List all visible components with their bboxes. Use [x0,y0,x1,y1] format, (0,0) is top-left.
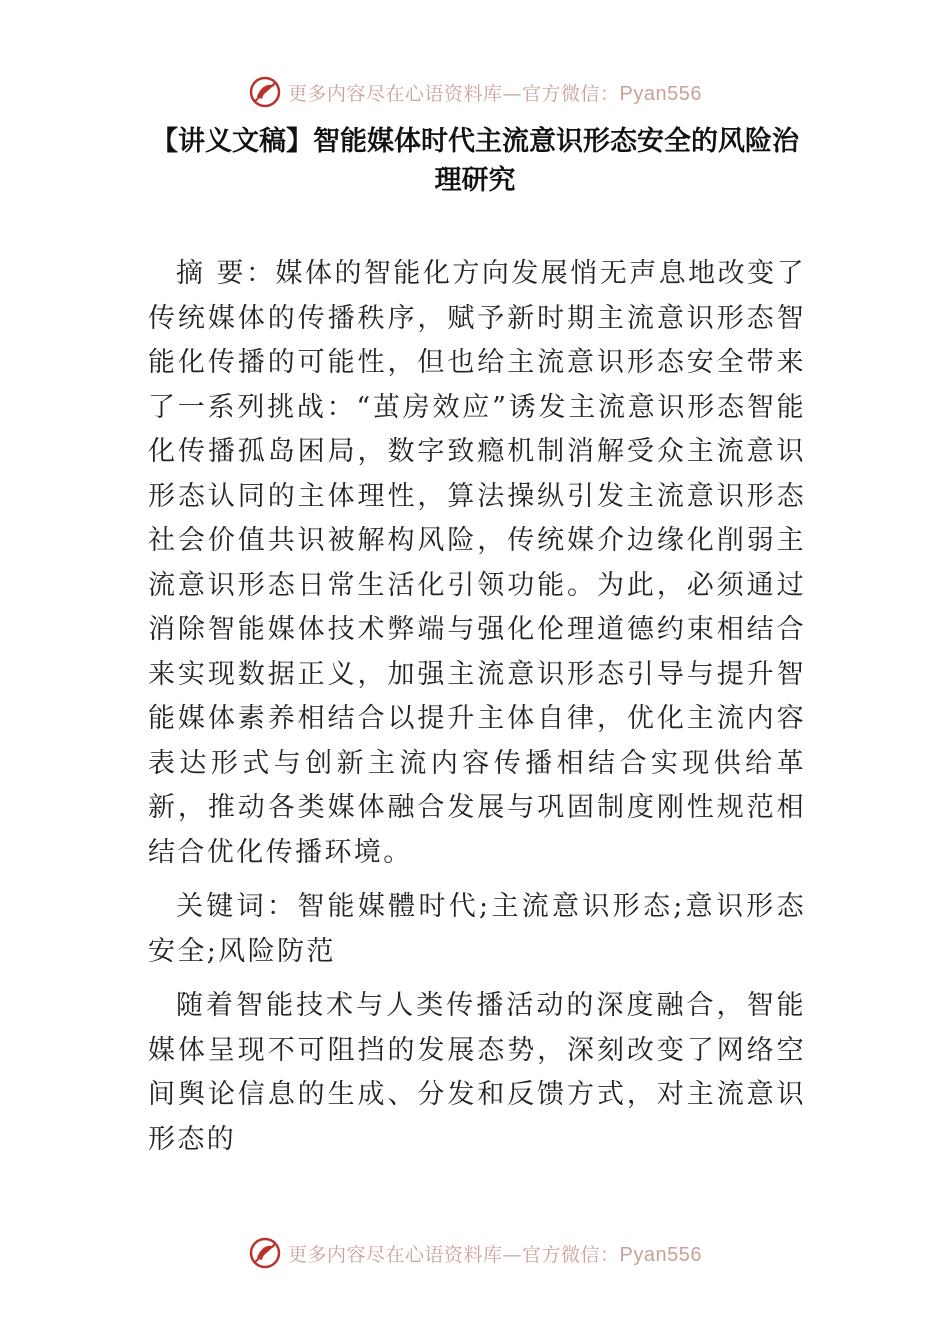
header-banner [0,72,950,112]
footer-watermark-text [288,1240,702,1267]
document-body [148,252,806,1162]
body-paragraph: 随着智能技术与人类传播活动的深度融合，智能媒体呈现不可阻挡的发展态势，深刻改变了网络空间舆论信息的生成、分发和反馈方式，对主流意识形态的 [148,990,806,1155]
header-brand: 更多内容尽在心语资料库—官方微信： [288,82,620,105]
footer-wechat-id: Pyan556 [619,1243,702,1266]
header-wechat-id: Pyan556 [619,82,702,105]
footer-brand: 更多内容尽在心语资料库—官方微信： [288,1243,620,1266]
footer-banner [0,1233,950,1273]
brand-logo-icon [248,75,282,109]
keywords-paragraph: 关键词：智能媒體时代;主流意识形态;意识形态安全;风险防范 [148,891,806,967]
abstract-paragraph: 摘 要：媒体的智能化方向发展悄无声息地改变了传统媒体的传播秩序，赋予新时期主流意识形态智能化传播的可能性，但也给主流意识形态安全带来了一系列挑战：“茧房效应”诱发主流意识形态智能化传播孤岛困局，数字致瘾机制消解受众主流意识形态认同的主体理性，算法操纵引发主流意识形态社会价值共识被解构风险，传统媒介边缘化削弱主流意识形态日常生活化引领功能。为此，必须通过消除智能媒体技术弊端与强化伦理道德约束相结合来实现数据正义，加强主流意识形态引导与提升智能媒体素养相结合以提升主体自律，优化主流内容表达形式与创新主流内容传播相结合实现供给革新，推动各类媒体融合发展与巩固制度刚性规范相结合优化传播环境。 [148,258,806,868]
header-watermark-text [288,79,702,106]
document-title: 【讲义文稿】智能媒体时代主流意识形态安全的风险治理研究 [151,126,799,196]
brand-logo-icon [248,1236,282,1270]
